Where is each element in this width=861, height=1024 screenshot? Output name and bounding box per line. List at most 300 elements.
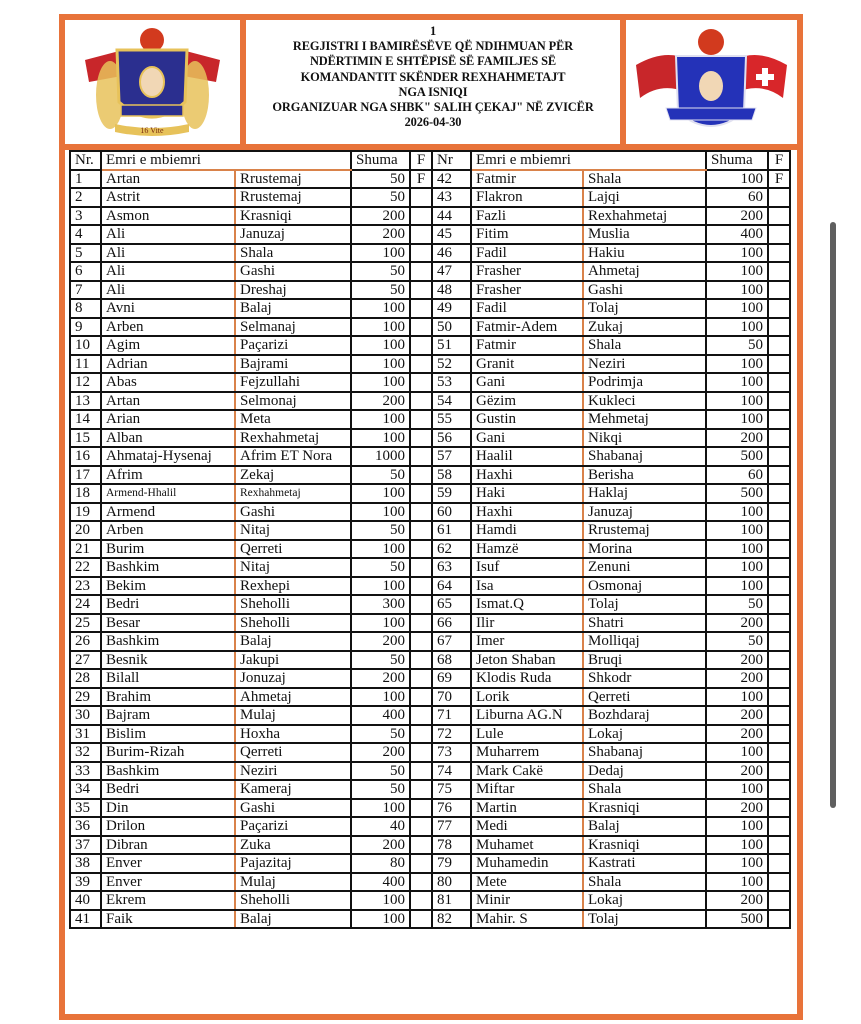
- row-number: 65: [432, 595, 471, 614]
- f-flag: [768, 484, 790, 503]
- donation-amount: 100: [706, 318, 768, 337]
- donation-amount: 200: [351, 225, 410, 244]
- first-name: Artan: [101, 170, 235, 189]
- first-name: Hamzë: [471, 540, 583, 559]
- f-flag: [768, 355, 790, 374]
- table-row: [70, 207, 432, 226]
- table-row: [432, 725, 790, 744]
- donation-amount: 200: [351, 836, 410, 855]
- table-row: [432, 336, 790, 355]
- row-number: 54: [432, 392, 471, 411]
- table-row: [432, 836, 790, 855]
- first-name: Alban: [101, 429, 235, 448]
- row-number: 70: [432, 688, 471, 707]
- first-name: Haki: [471, 484, 583, 503]
- last-name: Bozhdaraj: [583, 706, 706, 725]
- first-name: Fatmir-Adem: [471, 318, 583, 337]
- row-number: 26: [70, 632, 101, 651]
- row-number: 22: [70, 558, 101, 577]
- table-row: [432, 466, 790, 485]
- donation-amount: 400: [351, 873, 410, 892]
- table-row: [70, 262, 432, 281]
- last-name: Ahmetaj: [235, 688, 351, 707]
- first-name: Frasher: [471, 281, 583, 300]
- last-name: Januzaj: [235, 225, 351, 244]
- f-flag: [410, 854, 432, 873]
- f-flag: [768, 207, 790, 226]
- f-flag: [768, 873, 790, 892]
- last-name: Sheholli: [235, 891, 351, 910]
- table-row: [70, 910, 432, 929]
- table-row: [432, 373, 790, 392]
- table-row: [432, 762, 790, 781]
- table-row: [432, 577, 790, 596]
- row-number: 68: [432, 651, 471, 670]
- f-flag: [410, 392, 432, 411]
- donation-amount: 100: [351, 688, 410, 707]
- last-name: Selmonaj: [235, 392, 351, 411]
- row-number: 40: [70, 891, 101, 910]
- row-number: 6: [70, 262, 101, 281]
- donation-amount: 100: [351, 540, 410, 559]
- row-number: 33: [70, 762, 101, 781]
- row-number: 69: [432, 669, 471, 688]
- row-number: 67: [432, 632, 471, 651]
- table-row: [70, 318, 432, 337]
- donation-amount: 50: [351, 188, 410, 207]
- table-row: [70, 503, 432, 522]
- table-row: [432, 595, 790, 614]
- table-row: [432, 632, 790, 651]
- donation-amount: 100: [706, 299, 768, 318]
- f-flag: [410, 299, 432, 318]
- f-flag: [768, 244, 790, 263]
- document-title: [246, 20, 620, 144]
- donation-amount: 200: [706, 725, 768, 744]
- last-name: Qerreti: [235, 743, 351, 762]
- f-flag: [410, 244, 432, 263]
- first-name: Faik: [101, 910, 235, 929]
- last-name: Shatri: [583, 614, 706, 633]
- first-name: Brahim: [101, 688, 235, 707]
- f-flag: [410, 632, 432, 651]
- donation-amount: 200: [706, 651, 768, 670]
- table-row: [432, 873, 790, 892]
- donation-amount: 50: [351, 780, 410, 799]
- donation-amount: 50: [706, 595, 768, 614]
- row-number: 21: [70, 540, 101, 559]
- f-flag: [768, 854, 790, 873]
- document-frame: [59, 14, 803, 1020]
- f-flag: F: [768, 170, 790, 189]
- table-row: [70, 540, 432, 559]
- table-row: [70, 762, 432, 781]
- title-line: NGA ISNIQI: [398, 84, 468, 99]
- first-name: Ekrem: [101, 891, 235, 910]
- table-row: [70, 632, 432, 651]
- donation-amount: 200: [351, 743, 410, 762]
- row-number: 10: [70, 336, 101, 355]
- logo-right: [626, 20, 797, 144]
- last-name: Shala: [235, 244, 351, 263]
- row-number: 72: [432, 725, 471, 744]
- first-name: Frasher: [471, 262, 583, 281]
- table-row: [70, 392, 432, 411]
- donation-amount: 100: [706, 262, 768, 281]
- first-name: Abas: [101, 373, 235, 392]
- table-row: [432, 262, 790, 281]
- row-number: 11: [70, 355, 101, 374]
- f-flag: [768, 780, 790, 799]
- table-row: [432, 854, 790, 873]
- table-row: [432, 503, 790, 522]
- donation-amount: 200: [706, 614, 768, 633]
- table-row: [70, 558, 432, 577]
- first-name: Burim: [101, 540, 235, 559]
- donation-amount: 200: [706, 891, 768, 910]
- table-row: [70, 447, 432, 466]
- donation-amount: 100: [706, 244, 768, 263]
- f-flag: F: [410, 170, 432, 189]
- first-name: Besar: [101, 614, 235, 633]
- last-name: Qerreti: [583, 688, 706, 707]
- last-name: Shabanaj: [583, 743, 706, 762]
- row-number: 79: [432, 854, 471, 873]
- last-name: Shkodr: [583, 669, 706, 688]
- f-flag: [768, 891, 790, 910]
- first-name: Besnik: [101, 651, 235, 670]
- donation-amount: 200: [706, 207, 768, 226]
- table-row: [70, 521, 432, 540]
- first-name: Armend: [101, 503, 235, 522]
- table-row: [70, 188, 432, 207]
- first-name: Minir: [471, 891, 583, 910]
- first-name: Dibran: [101, 836, 235, 855]
- table-row: [70, 614, 432, 633]
- first-name: Fadil: [471, 299, 583, 318]
- first-name: Fatmir: [471, 170, 583, 189]
- last-name: Kukleci: [583, 392, 706, 411]
- donation-amount: 50: [351, 521, 410, 540]
- title-line: REGJISTRI I BAMIRËSËVE QË NDIHMUAN PËR: [292, 39, 574, 54]
- row-number: 47: [432, 262, 471, 281]
- row-number: 52: [432, 355, 471, 374]
- table-row: [432, 780, 790, 799]
- row-number: 2: [70, 188, 101, 207]
- last-name: Morina: [583, 540, 706, 559]
- donor-table-left: [69, 150, 433, 929]
- f-flag: [410, 836, 432, 855]
- donation-amount: 100: [351, 503, 410, 522]
- first-name: Gëzim: [471, 392, 583, 411]
- table-row: [432, 706, 790, 725]
- table-header-row: [432, 151, 790, 170]
- table-row: [432, 817, 790, 836]
- row-number: 17: [70, 466, 101, 485]
- donation-amount: 100: [351, 614, 410, 633]
- donation-amount: 200: [706, 799, 768, 818]
- f-flag: [768, 410, 790, 429]
- donation-amount: 100: [706, 170, 768, 189]
- donation-amount: 50: [706, 632, 768, 651]
- table-row: [432, 392, 790, 411]
- last-name: Neziri: [583, 355, 706, 374]
- first-name: Liburna AG.N: [471, 706, 583, 725]
- first-name: Bashkim: [101, 632, 235, 651]
- vertical-scrollbar[interactable]: [830, 222, 836, 808]
- last-name: Paçarizi: [235, 817, 351, 836]
- first-name: Bislim: [101, 725, 235, 744]
- last-name: Krasniqi: [235, 207, 351, 226]
- first-name: Fatmir: [471, 336, 583, 355]
- donation-amount: 100: [706, 854, 768, 873]
- row-number: 1: [70, 170, 101, 189]
- column-header-amount: Shuma: [351, 151, 410, 170]
- last-name: Bruqi: [583, 651, 706, 670]
- row-number: 64: [432, 577, 471, 596]
- row-number: 31: [70, 725, 101, 744]
- table-row: [70, 373, 432, 392]
- row-number: 23: [70, 577, 101, 596]
- f-flag: [410, 281, 432, 300]
- first-name: Muhamedin: [471, 854, 583, 873]
- donation-amount: 100: [706, 410, 768, 429]
- first-name: Burim-Rizah: [101, 743, 235, 762]
- row-number: 29: [70, 688, 101, 707]
- table-row: [70, 743, 432, 762]
- last-name: Zukaj: [583, 318, 706, 337]
- donation-amount: 100: [706, 836, 768, 855]
- row-number: 25: [70, 614, 101, 633]
- donation-amount: 1000: [351, 447, 410, 466]
- f-flag: [410, 910, 432, 929]
- table-row: [70, 484, 432, 503]
- donation-amount: 100: [351, 244, 410, 263]
- first-name: Mahir. S: [471, 910, 583, 929]
- f-flag: [410, 373, 432, 392]
- table-row: [432, 651, 790, 670]
- last-name: Shala: [583, 873, 706, 892]
- first-name: Gani: [471, 429, 583, 448]
- f-flag: [410, 799, 432, 818]
- donation-amount: 300: [351, 595, 410, 614]
- donation-amount: 50: [706, 336, 768, 355]
- donation-amount: 40: [351, 817, 410, 836]
- column-header-name: Emri e mbiemri: [471, 151, 706, 170]
- last-name: Neziri: [235, 762, 351, 781]
- first-name: Haxhi: [471, 503, 583, 522]
- table-header-row: [70, 151, 432, 170]
- table-row: [70, 669, 432, 688]
- row-number: 24: [70, 595, 101, 614]
- donation-amount: 100: [706, 281, 768, 300]
- donation-amount: 400: [706, 225, 768, 244]
- first-name: Isuf: [471, 558, 583, 577]
- column-header-amount: Shuma: [706, 151, 768, 170]
- f-flag: [768, 836, 790, 855]
- donation-amount: 100: [706, 688, 768, 707]
- donation-amount: 100: [351, 799, 410, 818]
- last-name: Nitaj: [235, 558, 351, 577]
- row-number: 58: [432, 466, 471, 485]
- f-flag: [768, 281, 790, 300]
- row-number: 50: [432, 318, 471, 337]
- first-name: Mete: [471, 873, 583, 892]
- donor-table-right: [431, 150, 791, 929]
- column-header-f: F: [410, 151, 432, 170]
- row-number: 14: [70, 410, 101, 429]
- f-flag: [410, 336, 432, 355]
- last-name: Gashi: [235, 262, 351, 281]
- table-row: [70, 651, 432, 670]
- table-row: [70, 799, 432, 818]
- row-number: 42: [432, 170, 471, 189]
- column-header-name: Emri e mbiemri: [101, 151, 351, 170]
- first-name: Bashkim: [101, 762, 235, 781]
- table-row: [70, 170, 432, 189]
- first-name: Haxhi: [471, 466, 583, 485]
- last-name: Lokaj: [583, 725, 706, 744]
- first-name: Arben: [101, 318, 235, 337]
- first-name: Astrit: [101, 188, 235, 207]
- f-flag: [768, 521, 790, 540]
- row-number: 27: [70, 651, 101, 670]
- first-name: Haalil: [471, 447, 583, 466]
- f-flag: [768, 392, 790, 411]
- table-row: [70, 817, 432, 836]
- f-flag: [410, 503, 432, 522]
- last-name: Hakiu: [583, 244, 706, 263]
- row-number: 18: [70, 484, 101, 503]
- row-number: 80: [432, 873, 471, 892]
- last-name: Jakupi: [235, 651, 351, 670]
- donation-amount: 100: [351, 355, 410, 374]
- donation-amount: 100: [351, 336, 410, 355]
- table-row: [70, 355, 432, 374]
- first-name: Adrian: [101, 355, 235, 374]
- row-number: 56: [432, 429, 471, 448]
- donation-amount: 200: [706, 669, 768, 688]
- last-name: Zuka: [235, 836, 351, 855]
- table-row: [432, 170, 790, 189]
- donation-amount: 60: [706, 188, 768, 207]
- row-number: 37: [70, 836, 101, 855]
- row-number: 16: [70, 447, 101, 466]
- donation-amount: 50: [351, 281, 410, 300]
- f-flag: [410, 780, 432, 799]
- first-name: Ilir: [471, 614, 583, 633]
- last-name: Qerreti: [235, 540, 351, 559]
- document-date: 2026-04-30: [404, 115, 462, 130]
- first-name: Avni: [101, 299, 235, 318]
- table-row: [70, 706, 432, 725]
- first-name: Lorik: [471, 688, 583, 707]
- last-name: Balaj: [583, 817, 706, 836]
- title-line: NDËRTIMIN E SHTËPISË SË FAMILJES SË: [309, 54, 557, 69]
- first-name: Flakron: [471, 188, 583, 207]
- last-name: Dreshaj: [235, 281, 351, 300]
- first-name: Medi: [471, 817, 583, 836]
- last-name: Meta: [235, 410, 351, 429]
- donation-amount: 200: [351, 392, 410, 411]
- table-row: [70, 299, 432, 318]
- last-name: Lajqi: [583, 188, 706, 207]
- row-number: 76: [432, 799, 471, 818]
- donation-amount: 100: [706, 817, 768, 836]
- row-number: 13: [70, 392, 101, 411]
- f-flag: [410, 706, 432, 725]
- first-name: Lule: [471, 725, 583, 744]
- first-name: Ismat.Q: [471, 595, 583, 614]
- row-number: 38: [70, 854, 101, 873]
- donation-amount: 60: [706, 466, 768, 485]
- table-row: [432, 688, 790, 707]
- f-flag: [768, 725, 790, 744]
- f-flag: [410, 873, 432, 892]
- table-row: [70, 891, 432, 910]
- table-row: [70, 873, 432, 892]
- donation-amount: 100: [706, 558, 768, 577]
- donation-amount: 80: [351, 854, 410, 873]
- row-number: 74: [432, 762, 471, 781]
- row-number: 8: [70, 299, 101, 318]
- table-row: [70, 429, 432, 448]
- column-header-nr: Nr.: [70, 151, 101, 170]
- table-row: [432, 355, 790, 374]
- donation-amount: 100: [706, 540, 768, 559]
- first-name: Jeton Shaban: [471, 651, 583, 670]
- donation-amount: 200: [706, 762, 768, 781]
- donation-amount: 100: [351, 410, 410, 429]
- first-name: Bashkim: [101, 558, 235, 577]
- donation-amount: 100: [351, 299, 410, 318]
- last-name: Rrustemaj: [235, 170, 351, 189]
- last-name: Mehmetaj: [583, 410, 706, 429]
- first-name: Afrim: [101, 466, 235, 485]
- first-name: Gustin: [471, 410, 583, 429]
- row-number: 9: [70, 318, 101, 337]
- last-name: Fejzullahi: [235, 373, 351, 392]
- donation-amount: 200: [706, 429, 768, 448]
- row-number: 45: [432, 225, 471, 244]
- last-name: Gashi: [235, 799, 351, 818]
- donation-amount: 100: [706, 780, 768, 799]
- f-flag: [768, 669, 790, 688]
- first-name: Armend-Hhalil: [101, 484, 235, 503]
- row-number: 63: [432, 558, 471, 577]
- first-name: Enver: [101, 873, 235, 892]
- table-row: [70, 281, 432, 300]
- logo-left: [65, 20, 240, 144]
- f-flag: [410, 669, 432, 688]
- first-name: Ali: [101, 262, 235, 281]
- donation-amount: 100: [706, 503, 768, 522]
- last-name: Balaj: [235, 910, 351, 929]
- row-number: 51: [432, 336, 471, 355]
- donor-register: [65, 150, 797, 1014]
- row-number: 15: [70, 429, 101, 448]
- f-flag: [768, 466, 790, 485]
- first-name: Bajram: [101, 706, 235, 725]
- table-row: [432, 521, 790, 540]
- f-flag: [410, 595, 432, 614]
- last-name: Tolaj: [583, 299, 706, 318]
- last-name: Sheholli: [235, 595, 351, 614]
- f-flag: [768, 614, 790, 633]
- row-number: 28: [70, 669, 101, 688]
- last-name: Afrim ET Nora: [235, 447, 351, 466]
- row-number: 59: [432, 484, 471, 503]
